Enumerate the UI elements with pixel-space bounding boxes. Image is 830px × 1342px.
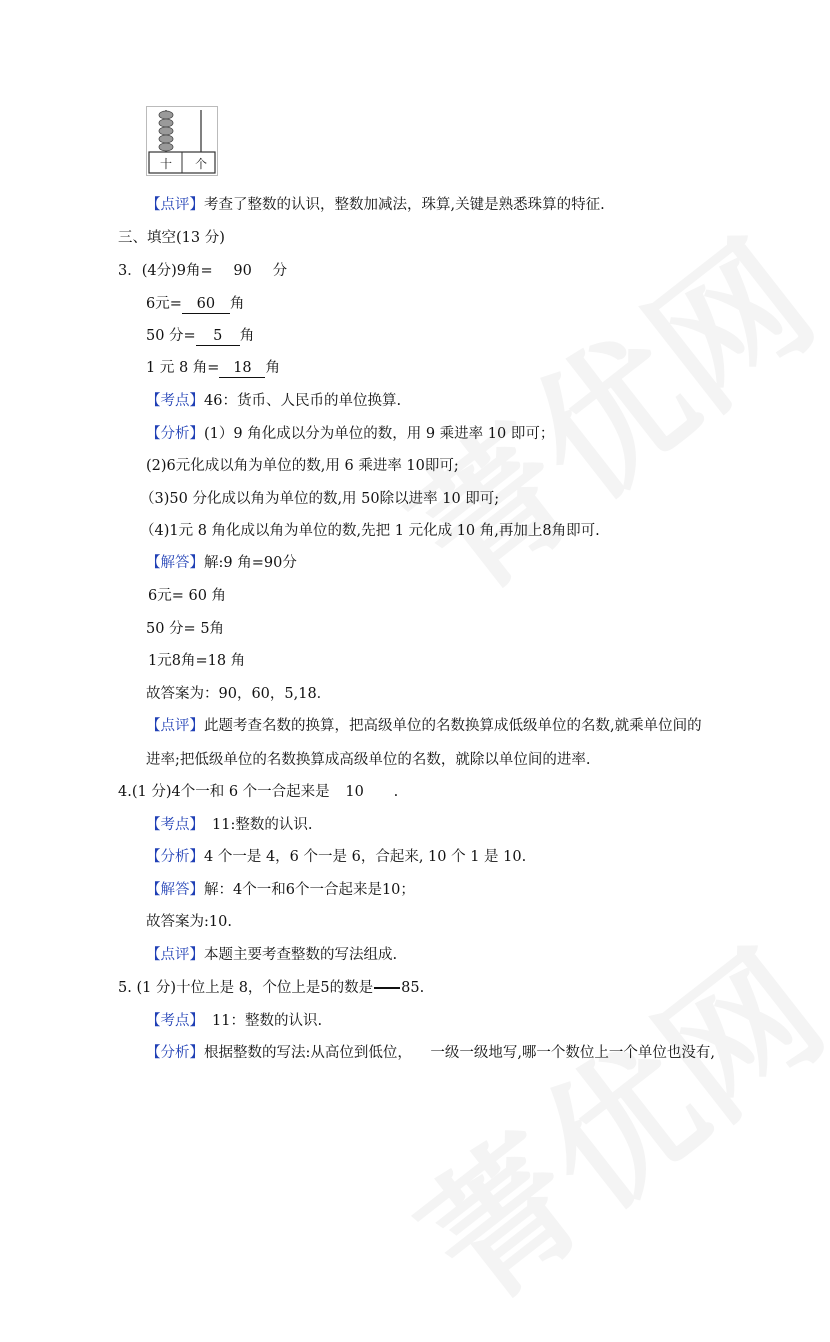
q3d-unit: 角 (265, 360, 280, 376)
q5-analysis-text: 根据整数的写法:从高位到低位， 一级一级地写,哪一个数位上一个单位也没有, (204, 1045, 716, 1061)
watermark-top (361, 184, 830, 631)
question-5 (118, 978, 424, 998)
abacus-bead (159, 135, 173, 143)
comment-text: 考查了整数的认识，整数加减法，珠算,关键是熟悉珠算的特征. (204, 197, 605, 213)
tag-solution: 【解答】 (146, 882, 204, 898)
tag-kaodian: 【考点】 (146, 1013, 204, 1029)
q3-solution-3: 50 分= 5角 (146, 621, 225, 637)
tag-comment: 【点评】 (146, 197, 204, 213)
q4-analysis-text: 4 个一是 4，6 个一是 6，合起来, 10 个 1 是 10. (204, 849, 527, 865)
tens-beads (159, 111, 173, 151)
abacus-figure (146, 106, 218, 176)
q3-analysis-2: (2)6元化成以角为单位的数,用 6 乘进率 10即可; (146, 458, 459, 474)
abacus-label-ones: 个 (194, 157, 208, 171)
q3-answer-summary: 故答案为：90，60，5,18． (146, 686, 332, 702)
q4-stem: 4.(1 分)4个一和 6 个一合起来是 (118, 784, 330, 800)
abacus-bead (159, 143, 173, 151)
tag-kaodian: 【考点】 (146, 817, 204, 833)
q3-part-b (146, 294, 244, 314)
q3b-unit: 角 (229, 296, 245, 312)
q5-answer-line (374, 987, 400, 989)
q3d-answer: 18 (219, 359, 265, 378)
q3c-prefix: 50 分= (146, 328, 196, 344)
abacus-bead (159, 119, 173, 127)
q3-comment-2: 进率;把低级单位的名数换算成高级单位的名数，就除以单位间的进率. (146, 752, 591, 768)
tag-kaodian: 【考点】 (146, 393, 204, 409)
q3d-prefix: 1 元 8 角= (146, 360, 220, 376)
abacus-bead (159, 111, 173, 119)
q4-answer: 10 (345, 784, 364, 800)
tag-comment: 【点评】 (146, 947, 204, 963)
q3c-answer: 5 (196, 327, 240, 346)
q5-end: . (419, 980, 425, 996)
section-heading: 三、填空(13 分) (118, 230, 225, 246)
watermark-bottom (371, 894, 830, 1341)
q5-analysis (146, 1043, 715, 1063)
q3-unit-1: 分 (272, 263, 288, 279)
abacus-label-tens: 十 (159, 157, 173, 171)
tag-analysis: 【分析】 (146, 1045, 204, 1061)
q3-analysis-text-1: (1）9 角化成以分为单位的数，用 9 乘进率 10 即可； (204, 426, 555, 442)
q3-solution-1 (146, 553, 297, 573)
tag-comment: 【点评】 (146, 718, 204, 734)
q4-comment-text: 本题主要考查整数的写法组成. (204, 947, 398, 963)
q3-solution-4: 1元8角=18 角 (148, 653, 246, 669)
q3-analysis-1 (146, 424, 554, 444)
q3-stem: 3．(4分)9角= (118, 263, 213, 279)
q3c-unit: 角 (239, 328, 255, 344)
q3-comment-text-1: 此题考查名数的换算，把高级单位的名数换算成低级单位的名数,就乘单位间的 (204, 718, 702, 734)
q5-stem: 5. (1 分)十位上是 8，个位上是5的数是 (118, 980, 374, 996)
q4-end: . (393, 784, 399, 800)
q3-comment-1 (146, 716, 702, 736)
comment-line-1 (146, 195, 605, 215)
question-3 (118, 261, 287, 281)
q3b-answer: 60 (182, 295, 230, 314)
q5-kaodian-text: 11：整数的认识. (212, 1013, 323, 1029)
q3b-prefix: 6元= (146, 296, 182, 312)
q5-kaodian (146, 1011, 322, 1031)
tag-analysis: 【分析】 (146, 426, 204, 442)
q3-kaodian-text: 46：货币、人民币的单位换算. (204, 393, 402, 409)
q3-kaodian (146, 391, 401, 411)
q4-solution (146, 880, 415, 900)
q4-answer-summary: 故答案为:10. (146, 914, 232, 930)
q4-kaodian-text: 11:整数的认识. (212, 817, 313, 833)
abacus-bead (159, 127, 173, 135)
q3-solution-2: 6元= 60 角 (148, 588, 227, 604)
q4-analysis (146, 847, 526, 867)
q4-solution-text: 解：4个一和6个一合起来是10； (204, 882, 415, 898)
tag-solution: 【解答】 (146, 555, 204, 571)
question-4 (118, 782, 398, 802)
q3-answer-1: 90 (233, 263, 252, 279)
q5-answer: 85 (401, 980, 420, 996)
q3-part-c (146, 326, 254, 346)
q3-solution-text-1: 解:9 角=90分 (204, 555, 297, 571)
tag-analysis: 【分析】 (146, 849, 204, 865)
q3-part-d (146, 358, 280, 378)
q3-analysis-3: （3)50 分化成以角为单位的数,用 50除以进率 10 即可; (140, 491, 500, 507)
q4-kaodian (146, 815, 312, 835)
q3-analysis-4: （4)1元 8 角化成以角为单位的数,先把 1 元化成 10 角,再加上8角即可. (140, 523, 600, 539)
q4-comment (146, 945, 397, 965)
